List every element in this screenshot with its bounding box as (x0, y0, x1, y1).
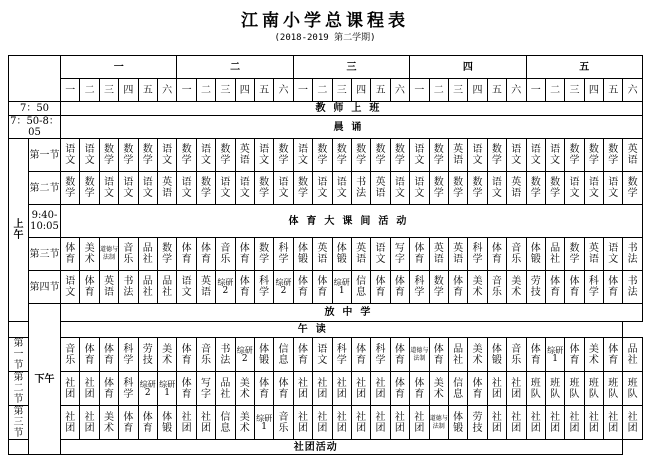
lesson-cell: 数 学 (565, 139, 584, 172)
lesson-cell: 体 育 (371, 271, 390, 304)
lesson-cell: 语 文 (604, 172, 623, 205)
lesson-cell: 体 育 (80, 271, 99, 304)
lesson-cell: 音 乐 (487, 271, 506, 304)
lesson-cell: 社 团 (293, 406, 312, 440)
lesson-cell: 数 学 (429, 139, 448, 172)
lesson-cell: 语 文 (410, 172, 429, 205)
lesson-cell: 美 术 (99, 406, 118, 440)
lesson-cell: 数 学 (177, 139, 196, 172)
lesson-cell: 数 学 (351, 139, 370, 172)
lesson-cell: 体 育 (274, 372, 293, 406)
time-label: 7：50-8：05 (10, 116, 59, 138)
lesson-cell: 英 语 (448, 238, 467, 271)
lesson-cell: 道德与 法制 (99, 238, 118, 271)
class-header: 六 (274, 79, 293, 102)
lesson-cell: 语 文 (371, 238, 390, 271)
lesson-cell: 综研 1 (332, 271, 351, 304)
lesson-cell: 数 学 (313, 139, 332, 172)
lesson-cell: 数 学 (604, 139, 623, 172)
class-header: 二 (80, 79, 99, 102)
lesson-cell: 语 文 (313, 172, 332, 205)
lesson-cell: 体 育 (429, 338, 448, 372)
lesson-cell: 音 乐 (216, 238, 235, 271)
lesson-cell: 综研 2 (235, 338, 254, 372)
lesson-cell: 数 学 (61, 172, 80, 205)
lesson-cell: 体 育 (119, 406, 138, 440)
lesson-cell: 社 团 (313, 372, 332, 406)
band-club: 社团活动 (9, 440, 623, 455)
lesson-cell: 品 社 (138, 238, 157, 271)
lesson-cell: 综研 1 (545, 338, 564, 372)
lesson-cell: 数 学 (487, 139, 506, 172)
lesson-cell: 品 社 (157, 271, 176, 304)
class-header: 五 (604, 79, 623, 102)
lesson-cell: 体 锻 (157, 406, 176, 440)
lesson-cell: 语 文 (61, 271, 80, 304)
lesson-cell: 美 术 (468, 338, 487, 372)
lesson-cell: 音 乐 (196, 338, 215, 372)
class-header: 二 (545, 79, 564, 102)
morning-label: 上午 (9, 139, 29, 322)
time-label: 7：50 (9, 102, 61, 116)
class-header: 三 (99, 79, 118, 102)
lesson-cell: 体 育 (99, 372, 118, 406)
lesson-cell: 语 文 (390, 172, 409, 205)
class-header: 四 (584, 79, 603, 102)
lesson-cell: 体 育 (390, 271, 409, 304)
lesson-cell: 语 文 (177, 271, 196, 304)
lesson-cell: 英 语 (351, 238, 370, 271)
lesson-cell: 品 社 (623, 338, 642, 372)
lesson-cell: 社 团 (313, 406, 332, 440)
class-header: 三 (448, 79, 467, 102)
lesson-cell: 语 文 (604, 238, 623, 271)
lesson-cell: 语 文 (99, 172, 118, 205)
lesson-cell: 数 学 (332, 139, 351, 172)
lesson-cell: 体 育 (545, 271, 564, 304)
lesson-cell: 班 队 (526, 372, 545, 406)
lesson-cell: 数 学 (254, 172, 273, 205)
time-label: 9:40-10:05 (29, 205, 61, 238)
lesson-cell: 社 团 (545, 406, 564, 440)
lesson-cell: 体 育 (61, 238, 80, 271)
band-morning-read: 晨诵 (61, 116, 643, 139)
lesson-cell: 数 学 (196, 172, 215, 205)
lesson-cell: 数 学 (254, 238, 273, 271)
class-header: 一 (526, 79, 545, 102)
lesson-cell: 英 语 (371, 172, 390, 205)
lesson-cell: 体 育 (410, 238, 429, 271)
band-pe: 体育大课间活动 (61, 205, 643, 238)
class-header: 五 (138, 79, 157, 102)
lesson-cell: 数 学 (448, 172, 467, 205)
class-header: 二 (429, 79, 448, 102)
lesson-cell: 社 团 (332, 406, 351, 440)
lesson-cell: 数 学 (157, 238, 176, 271)
class-header: 一 (293, 79, 312, 102)
lesson-cell: 社 团 (351, 372, 370, 406)
lesson-cell: 数 学 (468, 172, 487, 205)
lesson-cell: 信 息 (448, 372, 467, 406)
lesson-cell: 信 息 (351, 271, 370, 304)
lesson-cell: 数 学 (274, 139, 293, 172)
class-header: 四 (119, 79, 138, 102)
period-label: 第一节 (29, 139, 61, 172)
lesson-cell: 语 文 (410, 139, 429, 172)
lesson-cell: 英 语 (99, 271, 118, 304)
lesson-cell: 科 学 (119, 372, 138, 406)
lesson-cell: 信 息 (274, 338, 293, 372)
lesson-cell: 社 团 (604, 406, 623, 440)
lesson-cell: 语 文 (584, 172, 603, 205)
lesson-cell: 英 语 (507, 172, 526, 205)
lesson-cell: 体 育 (604, 271, 623, 304)
lesson-cell: 美 术 (157, 338, 176, 372)
lesson-cell: 语 文 (293, 139, 312, 172)
period-label: 第一节 (9, 338, 29, 372)
lesson-cell: 班 队 (623, 372, 642, 406)
lesson-cell: 综研 1 (157, 372, 176, 406)
lesson-cell: 体 育 (138, 406, 157, 440)
lesson-cell: 数 学 (429, 271, 448, 304)
lesson-cell: 体 育 (351, 338, 370, 372)
lesson-cell: 数 学 (390, 139, 409, 172)
lesson-cell: 体 育 (99, 338, 118, 372)
lesson-cell: 语 文 (487, 172, 506, 205)
lesson-cell: 综研 1 (254, 406, 273, 440)
class-header: 二 (196, 79, 215, 102)
lesson-cell: 体 育 (313, 271, 332, 304)
lesson-cell: 科 学 (584, 271, 603, 304)
lesson-cell: 社 团 (410, 406, 429, 440)
lesson-cell: 书 法 (623, 271, 642, 304)
class-header: 五 (254, 79, 273, 102)
day-header: 五 (526, 56, 642, 79)
lesson-cell: 书 法 (216, 338, 235, 372)
lesson-cell: 语 文 (313, 338, 332, 372)
lesson-cell: 写 字 (196, 372, 215, 406)
lesson-cell: 美 术 (429, 372, 448, 406)
lesson-cell: 体 育 (604, 338, 623, 372)
lesson-cell: 数 学 (293, 172, 312, 205)
timetable (8, 55, 643, 455)
lesson-cell: 音 乐 (507, 338, 526, 372)
lesson-cell: 班 队 (604, 372, 623, 406)
lesson-cell: 品 社 (138, 271, 157, 304)
lesson-cell: 数 学 (371, 139, 390, 172)
class-header: 四 (468, 79, 487, 102)
lesson-cell: 美 术 (235, 372, 254, 406)
lesson-cell: 美 术 (468, 271, 487, 304)
lesson-cell: 音 乐 (507, 238, 526, 271)
period-label: 第二节 (9, 372, 29, 406)
lesson-cell: 社 团 (80, 372, 99, 406)
band-teachers: 教师上班 (61, 102, 643, 116)
lesson-cell: 数 学 (623, 172, 642, 205)
lesson-cell: 语 文 (177, 172, 196, 205)
lesson-cell: 科 学 (254, 271, 273, 304)
lesson-cell: 语 文 (545, 139, 564, 172)
class-header: 二 (313, 79, 332, 102)
lesson-cell: 体 育 (410, 372, 429, 406)
lesson-cell: 体 育 (293, 338, 312, 372)
lesson-cell: 数 学 (99, 139, 118, 172)
lesson-cell: 社 团 (507, 406, 526, 440)
lesson-cell: 科 学 (119, 338, 138, 372)
lesson-cell: 科 学 (371, 338, 390, 372)
lesson-cell: 班 队 (584, 372, 603, 406)
lesson-cell: 数 学 (119, 139, 138, 172)
class-header: 三 (216, 79, 235, 102)
lesson-cell: 英 语 (448, 139, 467, 172)
class-header: 五 (371, 79, 390, 102)
lesson-cell: 音 乐 (61, 338, 80, 372)
lesson-cell: 音 乐 (119, 238, 138, 271)
lesson-cell: 科 学 (468, 238, 487, 271)
lesson-cell: 语 文 (119, 172, 138, 205)
page-title: 江南小学总课程表 (241, 11, 409, 31)
lesson-cell: 英 语 (623, 139, 642, 172)
lesson-cell: 道德与 法制 (429, 406, 448, 440)
lesson-cell: 品 社 (216, 372, 235, 406)
day-header: 四 (410, 56, 526, 79)
lesson-cell: 社 团 (507, 372, 526, 406)
lesson-cell: 音 乐 (274, 406, 293, 440)
lesson-cell: 数 学 (80, 172, 99, 205)
lesson-cell: 语 文 (138, 172, 157, 205)
class-header: 四 (235, 79, 254, 102)
lesson-cell: 体 育 (254, 372, 273, 406)
band-noon-read: 午读 (9, 322, 623, 338)
lesson-cell: 语 文 (61, 139, 80, 172)
lesson-cell: 社 团 (371, 372, 390, 406)
lesson-cell: 书 法 (119, 271, 138, 304)
lesson-cell: 科 学 (410, 271, 429, 304)
lesson-cell: 社 团 (584, 406, 603, 440)
class-header: 五 (487, 79, 506, 102)
lesson-cell: 品 社 (448, 338, 467, 372)
lesson-cell: 综研 2 (274, 271, 293, 304)
lesson-cell: 体 育 (390, 372, 409, 406)
lesson-cell: 语 文 (157, 139, 176, 172)
lesson-cell: 信 息 (216, 406, 235, 440)
class-header: 三 (565, 79, 584, 102)
lesson-cell: 社 团 (61, 372, 80, 406)
lesson-cell: 语 文 (196, 139, 215, 172)
class-header: 六 (507, 79, 526, 102)
lesson-cell: 体 育 (565, 271, 584, 304)
lesson-cell: 英 语 (157, 172, 176, 205)
lesson-cell: 语 文 (332, 172, 351, 205)
lesson-cell: 体 育 (565, 338, 584, 372)
lesson-cell: 体 锻 (293, 238, 312, 271)
lesson-cell: 体 育 (390, 338, 409, 372)
lesson-cell: 社 团 (80, 406, 99, 440)
class-header: 六 (623, 79, 642, 102)
lesson-cell: 语 文 (235, 172, 254, 205)
lesson-cell: 社 团 (61, 406, 80, 440)
lesson-cell: 体 育 (293, 271, 312, 304)
lesson-cell: 班 队 (545, 372, 564, 406)
lesson-cell: 数 学 (429, 172, 448, 205)
lesson-cell: 体 育 (235, 271, 254, 304)
lesson-cell: 社 团 (371, 406, 390, 440)
lesson-cell: 体 锻 (332, 238, 351, 271)
period-label: 第二节 (29, 172, 61, 205)
lesson-cell: 体 锻 (526, 238, 545, 271)
lesson-cell: 品 社 (545, 238, 564, 271)
lesson-cell: 劳 技 (138, 338, 157, 372)
lesson-cell: 道德与 法制 (410, 338, 429, 372)
lesson-cell: 体 育 (448, 271, 467, 304)
lesson-cell: 体 育 (196, 238, 215, 271)
lesson-cell: 社 团 (623, 406, 642, 440)
lesson-cell: 体 育 (177, 338, 196, 372)
lesson-cell: 社 团 (293, 372, 312, 406)
lesson-cell: 社 团 (487, 372, 506, 406)
lesson-cell: 英 语 (235, 139, 254, 172)
period-label: 第三节 (29, 238, 61, 271)
lesson-cell: 体 育 (177, 238, 196, 271)
lesson-cell: 社 团 (332, 372, 351, 406)
corner-cell (9, 56, 61, 102)
lesson-cell: 社 团 (196, 406, 215, 440)
lesson-cell: 语 文 (254, 139, 273, 172)
lesson-cell: 英 语 (429, 238, 448, 271)
lesson-cell: 美 术 (235, 406, 254, 440)
lesson-cell: 语 文 (507, 139, 526, 172)
class-header: 一 (410, 79, 429, 102)
lesson-cell: 科 学 (332, 338, 351, 372)
class-header: 六 (157, 79, 176, 102)
lesson-cell: 劳 技 (468, 406, 487, 440)
lesson-cell: 美 术 (584, 338, 603, 372)
lesson-cell: 语 文 (274, 172, 293, 205)
lesson-cell: 体 育 (487, 238, 506, 271)
lesson-cell: 写 字 (390, 238, 409, 271)
lesson-cell: 数 学 (545, 172, 564, 205)
class-header: 四 (351, 79, 370, 102)
lesson-cell: 数 学 (565, 238, 584, 271)
lesson-cell: 班 队 (565, 372, 584, 406)
period-label: 第四节 (29, 271, 61, 304)
lesson-cell: 体 育 (468, 372, 487, 406)
class-header: 一 (177, 79, 196, 102)
day-header: 二 (177, 56, 293, 79)
afternoon-label: 下午 (29, 304, 61, 455)
lesson-cell: 美 术 (507, 271, 526, 304)
lesson-cell: 数 学 (584, 139, 603, 172)
class-header: 一 (61, 79, 80, 102)
lesson-cell: 体 育 (526, 338, 545, 372)
lesson-cell: 数 学 (526, 172, 545, 205)
lesson-cell: 体 育 (177, 372, 196, 406)
lesson-cell: 美 术 (80, 238, 99, 271)
lesson-cell: 数 学 (138, 139, 157, 172)
day-header: 三 (293, 56, 409, 79)
lesson-cell: 科 学 (274, 238, 293, 271)
lesson-cell: 语 文 (468, 139, 487, 172)
lesson-cell: 综研 2 (138, 372, 157, 406)
lesson-cell: 综研 2 (216, 271, 235, 304)
lesson-cell: 社 团 (565, 406, 584, 440)
lesson-cell: 语 文 (565, 172, 584, 205)
lesson-cell: 体 锻 (448, 406, 467, 440)
lesson-cell: 英 语 (584, 238, 603, 271)
page-subtitle: (2018-2019 第二学期) (274, 33, 376, 43)
lesson-cell: 社 团 (526, 406, 545, 440)
lesson-cell: 语 文 (80, 139, 99, 172)
lesson-cell: 社 团 (487, 406, 506, 440)
lesson-cell: 社 团 (177, 406, 196, 440)
lesson-cell: 社 团 (351, 406, 370, 440)
lesson-cell: 体 育 (80, 338, 99, 372)
lesson-cell: 数 学 (216, 139, 235, 172)
lesson-cell: 英 语 (313, 238, 332, 271)
lesson-cell: 社 团 (390, 406, 409, 440)
lesson-cell: 体 锻 (254, 338, 273, 372)
day-header: 一 (61, 56, 177, 79)
class-header: 三 (332, 79, 351, 102)
lesson-cell: 语 文 (526, 139, 545, 172)
class-header: 六 (390, 79, 409, 102)
band-dismiss: 放中学 (61, 304, 643, 322)
lesson-cell: 语 文 (216, 172, 235, 205)
lesson-cell: 书 法 (351, 172, 370, 205)
period-label: 第三节 (9, 406, 29, 440)
lesson-cell: 劳 技 (526, 271, 545, 304)
lesson-cell: 书 法 (623, 238, 642, 271)
lesson-cell: 体 育 (235, 238, 254, 271)
lesson-cell: 英 语 (196, 271, 215, 304)
lesson-cell: 体 锻 (487, 338, 506, 372)
